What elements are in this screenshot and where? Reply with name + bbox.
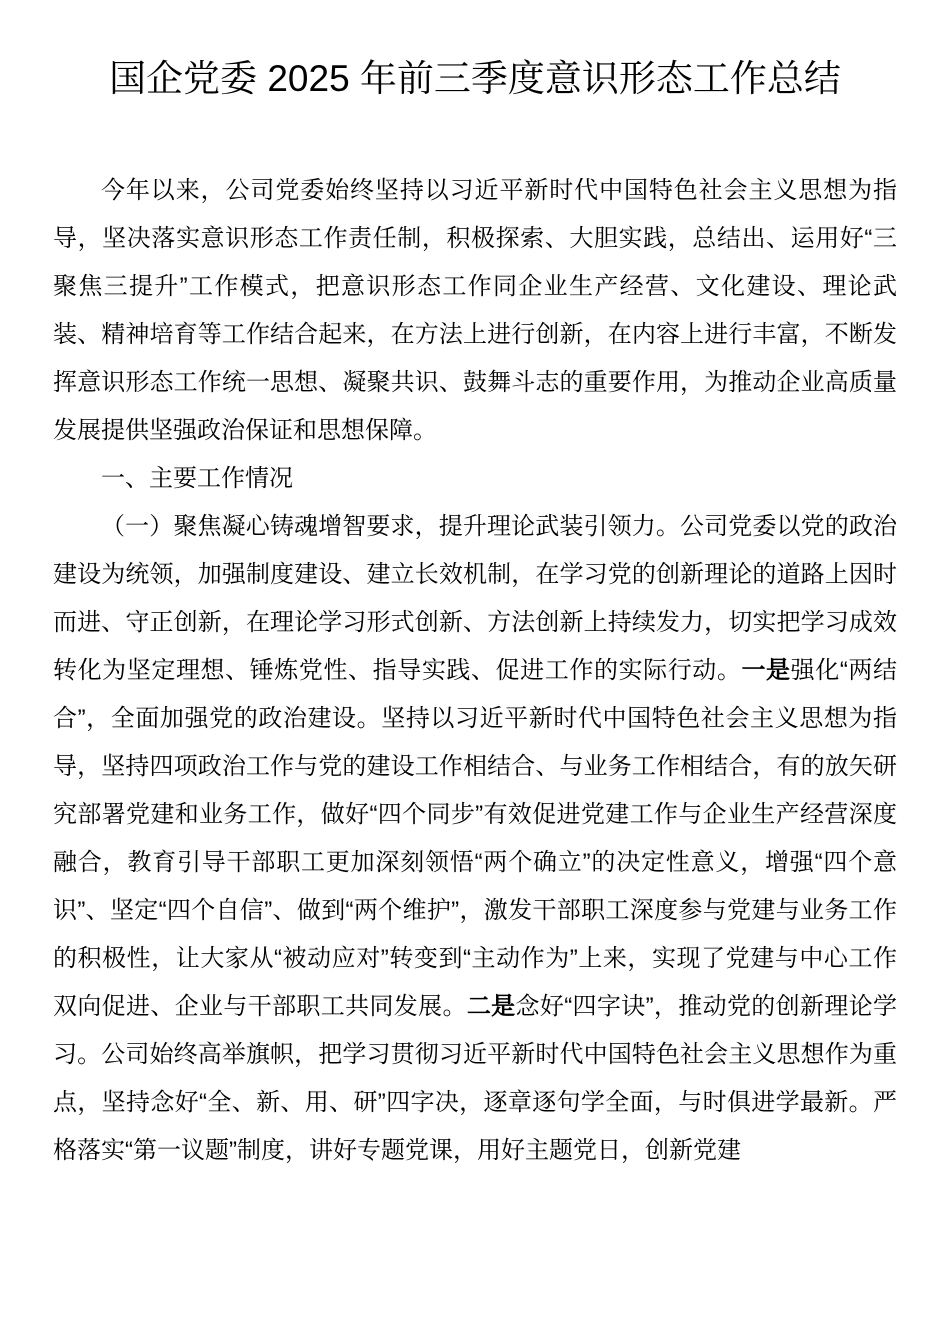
bold-text-run: 二是 [466, 993, 516, 1020]
text-run: 强化“两结合”，全面加强党的政治建设。坚持以习近平新时代中国特色社会主义思想为指导，坚持四项政治工作与党的建设工作相结合、与业务工作相结合，有的放矢研究部署党建和业务工作，做好“四个同步”有效促进党建工作与企业生产经营深度融合，教育引导干部职工更加深刻领悟“两个确立”的决定性意义，增强“四个意识”、坚定“四个自信”、做到“两个维护”，激发干部职工深度参与党建与业务工作的积极性，让大家从“被动应对”转变到“主动作为”上来，实现了党建与中心工作双向促进、企业与干部职工共同发展。 [53, 657, 898, 1020]
text-run: 一、主要工作情况 [101, 465, 293, 492]
document-title: 国企党委 2025 年前三季度意识形态工作总结 [109, 58, 841, 99]
section-heading [53, 455, 897, 503]
document-body [0, 167, 950, 1175]
bold-text-run: 一是 [741, 657, 791, 684]
paragraph [53, 503, 897, 1175]
text-run: 今年以来，公司党委始终坚持以习近平新时代中国特色社会主义思想为指导，坚决落实意识形态工作责任制，积极探索、大胆实践，总结出、运用好“三聚焦三提升”工作模式，把意识形态工作同企业生产经营、文化建设、理论武装、精神培育等工作结合起来，在方法上进行创新，在内容上进行丰富，不断发挥意识形态工作统一思想、凝聚共识、鼓舞斗志的重要作用，为推动企业高质量发展提供坚强政治保证和思想保障。 [53, 177, 897, 444]
paragraph [53, 167, 897, 455]
text-run: （一）聚焦凝心铸魂增智要求，提升理论武装引领力。公司党委以党的政治建设为统领，加强制度建设、建立长效机制，在学习党的创新理论的道路上因时而进、守正创新，在理论学习形式创新、方法创新上持续发力，切实把学习成效转化为坚定理想、锤炼党性、指导实践、促进工作的实际行动。 [53, 513, 897, 684]
text-run: 念好“四字诀”，推动党的创新理论学习。公司始终高举旗帜，把学习贯彻习近平新时代中国特色社会主义思想作为重点，坚持念好“全、新、用、研”四字决，逐章逐句学全面，与时俱进学最新。严格落实“第一议题”制度，讲好专题党课，用好主题党日，创新党建 [53, 993, 898, 1164]
